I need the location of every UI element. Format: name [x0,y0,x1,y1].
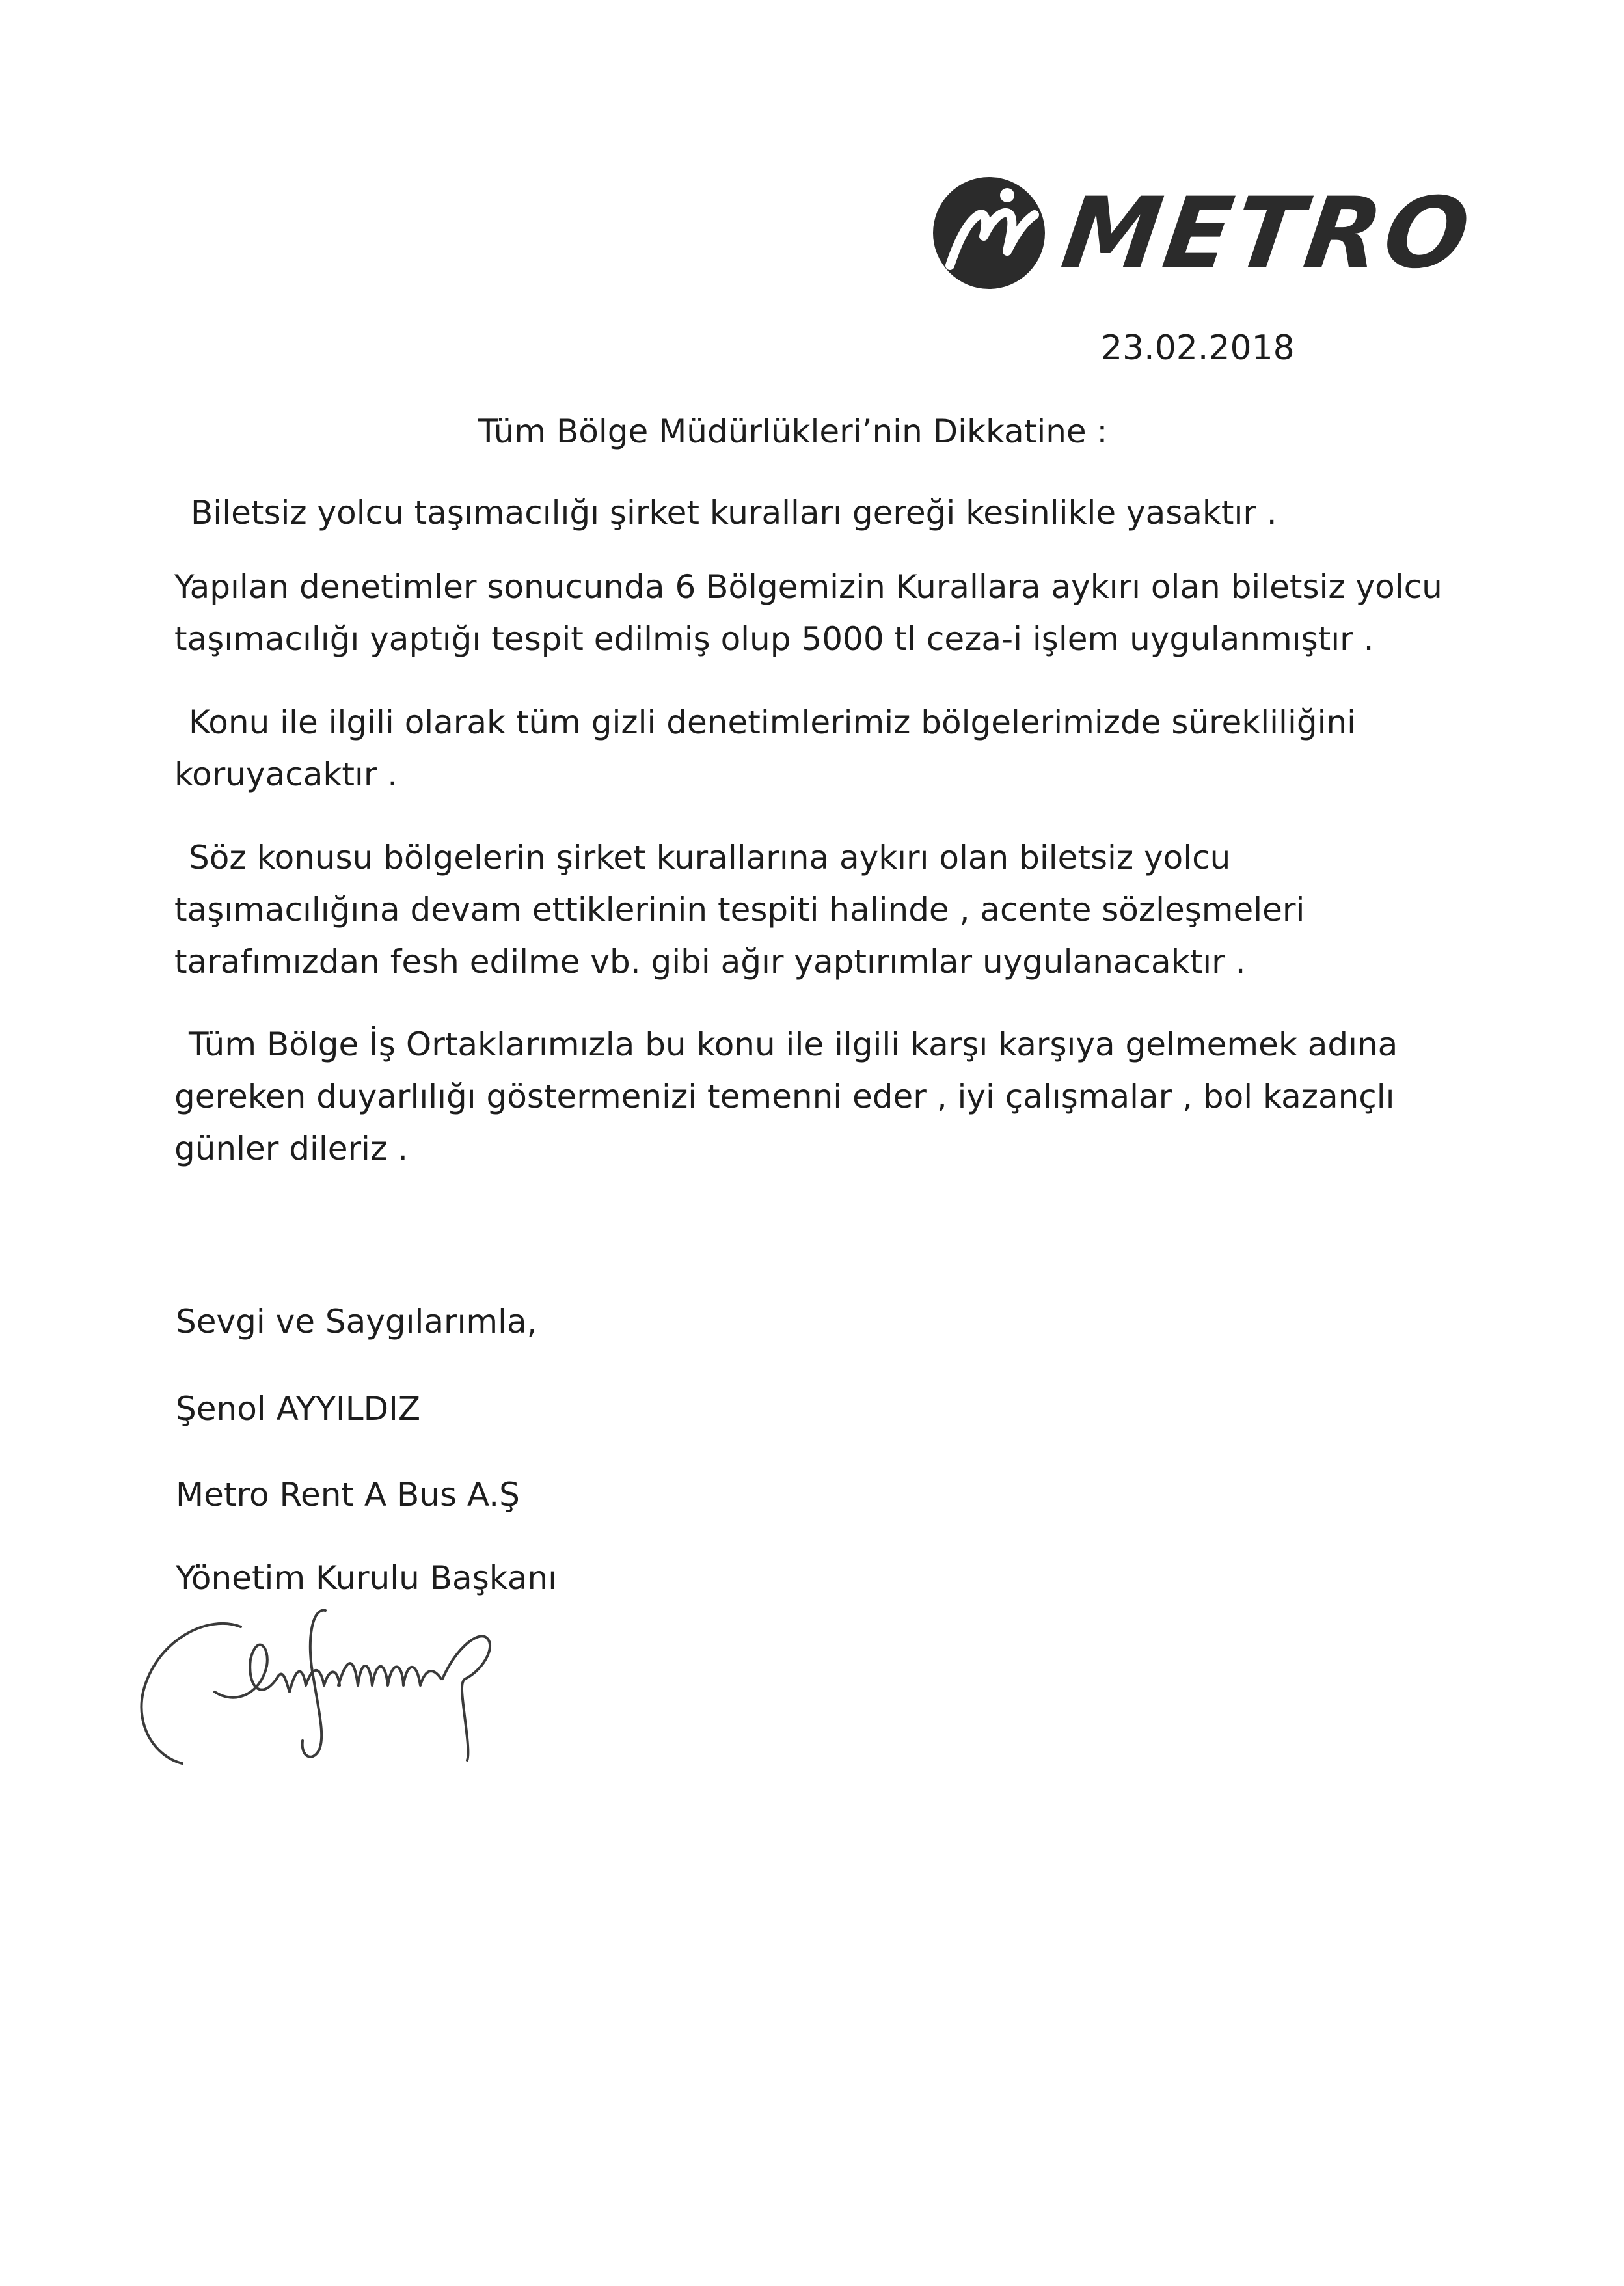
paragraph-line: günler dileriz . [174,1130,408,1167]
metro-logo-icon [930,174,1048,292]
handwritten-signature [130,1588,508,1783]
paragraph-line: Yapılan denetimler sonucunda 6 Bölgemizin Kurallara aykırı olan biletsiz yolcu [174,568,1442,606]
paragraph [174,696,1356,800]
paragraph-line: Biletsiz yolcu taşımacılığı şirket kuralları gereği kesinlikle yasaktır . [191,494,1277,532]
letterhead-logo [930,174,1480,292]
closing-regards: Sevgi ve Saygılarımla, [176,1303,537,1340]
paragraph-line: gereken duyarlılığı göstermenizi temenni eder , iyi çalışmalar , bol kazançlı [174,1078,1395,1115]
paragraph [191,487,1277,539]
letter-date: 23.02.2018 [1101,329,1295,368]
paragraph-line: taşımacılığına devam ettiklerinin tespiti halinde , acente sözleşmeleri [174,891,1305,929]
paragraph-line: Konu ile ilgili olarak tüm gizli denetimlerimiz bölgelerimizde sürekliliğini [189,703,1357,741]
paragraph-line: koruyacaktır . [174,755,398,793]
signer-title: Yönetim Kurulu Başkanı [176,1559,558,1597]
paragraph [174,832,1305,988]
paragraph-line: taşımacılığı yaptığı tespit edilmiş olup 5000 tl ceza-i işlem uygulanmıştır . [174,620,1374,658]
salutation: Tüm Bölge Müdürlükleri’nin Dikkatine : [478,413,1108,450]
paragraph [174,1018,1398,1175]
brand-wordmark: METRO [1055,177,1480,290]
paragraph [174,561,1442,665]
company-name: Metro Rent A Bus A.Ş [176,1476,520,1514]
paragraph-line: Söz konusu bölgelerin şirket kurallarına aykırı olan biletsiz yolcu [189,839,1231,877]
paragraph-line: tarafımızdan fesh edilme vb. gibi ağır yaptırımlar uygulanacaktır . [174,943,1246,981]
signer-name: Şenol AYYILDIZ [176,1390,421,1428]
paragraph-line: Tüm Bölge İş Ortaklarımızla bu konu ile ilgili karşı karşıya gelmemek adına [189,1026,1398,1063]
